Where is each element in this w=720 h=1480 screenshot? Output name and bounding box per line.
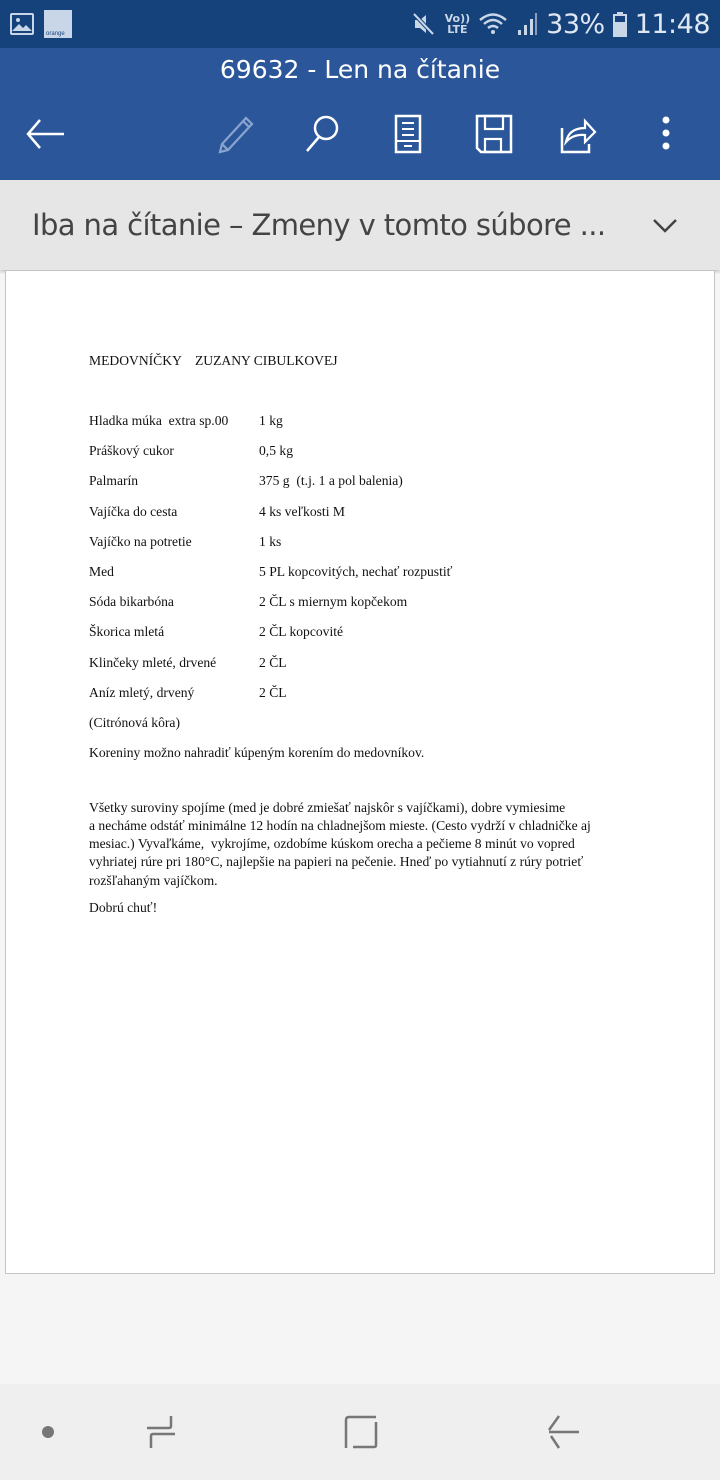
ingredient-name: Palmarín — [89, 473, 139, 489]
ingredient-list — [89, 413, 639, 775]
ingredient-name: Práškový cukor — [89, 443, 174, 459]
spice-note: Koreniny možno nahradiť kúpeným korením do medovníkov. — [89, 744, 425, 760]
signal-icon — [516, 12, 538, 36]
closing-text: Dobrú chuť! — [89, 899, 158, 915]
ingredient-name: Aníz mletý, drvený — [89, 684, 195, 700]
share-icon — [559, 114, 601, 154]
back-button[interactable] — [16, 104, 76, 164]
pencil-icon — [216, 114, 256, 154]
instructions-line: rozšľahaným vajíčkom. — [89, 872, 218, 888]
document-title: 69632 - Len na čítanie — [219, 55, 501, 84]
ingredient-name: Vajíčka do cesta — [89, 503, 178, 519]
recipe-heading: MEDOVNÍČKY ZUZANY CIBULKOVEJ — [89, 353, 338, 368]
ingredient-name: Klinčeky mleté, drvené — [89, 654, 217, 670]
ingredient-amount: 5 PL kopcovitých, nechať rozpustiť — [259, 563, 453, 579]
ingredient-amount: 1 ks — [259, 533, 282, 549]
back-arrow-icon — [26, 117, 66, 151]
app-bar — [0, 48, 720, 180]
ingredient-row — [89, 624, 639, 654]
nav-dot-button[interactable] — [28, 1412, 68, 1452]
home-button[interactable] — [342, 1412, 382, 1452]
more-options-button[interactable] — [636, 104, 696, 164]
ingredient-name: Hladka múka extra sp.00 — [89, 413, 229, 428]
instructions-paragraph — [89, 799, 629, 890]
ingredient-row — [89, 655, 639, 685]
nav-back-button[interactable] — [543, 1412, 583, 1452]
ingredient-row — [89, 504, 639, 534]
ingredient-name: Škorica mletá — [89, 624, 165, 640]
ingredient-row — [89, 564, 639, 594]
ingredient-row — [89, 685, 639, 715]
instructions-line: Všetky suroviny spojíme (med je dobré zmiešať najskôr s vajíčkami), dobre vymiesime — [89, 799, 566, 815]
more-vertical-icon — [660, 114, 672, 154]
clock: 11:48 — [634, 8, 710, 40]
wifi-icon — [478, 11, 508, 37]
ingredient-row — [89, 413, 639, 443]
ingredient-amount: 2 ČL s miernym kopčekom — [259, 594, 408, 610]
home-icon — [342, 1412, 382, 1452]
status-bar — [0, 0, 720, 48]
instructions-line: mesiac.) Vyvaľkáme, vykrojíme, ozdobíme kúskom orecha a pečieme 8 minút vo vopred — [89, 836, 575, 852]
edit-button[interactable] — [206, 104, 266, 164]
ingredient-row — [89, 473, 639, 503]
ingredient-amount: 4 ks veľkosti M — [259, 503, 345, 519]
read-only-banner[interactable] — [0, 180, 720, 270]
ingredient-name: Sóda bikarbóna — [89, 594, 174, 610]
ingredient-name: Vajíčko na potretie — [89, 533, 192, 549]
document-body — [89, 353, 639, 916]
mute-icon — [411, 11, 437, 37]
ingredient-amount: 0,5 kg — [259, 443, 293, 459]
ingredient-row — [89, 594, 639, 624]
document-page[interactable] — [5, 270, 715, 1274]
ingredient-row — [89, 534, 639, 564]
share-button[interactable] — [550, 104, 610, 164]
mobile-view-icon — [393, 114, 423, 154]
read-only-message: Iba na čítanie – Zmeny v tomto súbore ... — [32, 208, 606, 242]
chevron-down-icon[interactable] — [650, 210, 680, 240]
save-button[interactable] — [464, 104, 524, 164]
instructions-line: a necháme odstáť minimálne 12 hodín na chladnejšom mieste. (Cesto vydrží v chladničke aj — [89, 818, 591, 834]
battery-icon — [613, 11, 627, 37]
ingredient-amount: 1 kg — [259, 413, 283, 428]
recents-icon — [141, 1412, 181, 1452]
ingredient-amount: 2 ČL — [259, 684, 287, 700]
search-button[interactable] — [292, 104, 352, 164]
orange-logo: orange — [44, 10, 72, 38]
dot-icon — [28, 1412, 68, 1452]
gallery-icon — [10, 13, 34, 35]
recents-button[interactable] — [141, 1412, 181, 1452]
ingredient-name: Med — [89, 563, 114, 579]
instructions-line: vyhriatej rúre pri 180°C, najlepšie na papieri na pečenie. Hneď po vytiahnutí z rúry potrieť — [89, 854, 584, 870]
mobile-view-button[interactable] — [378, 104, 438, 164]
optional-ingredient: (Citrónová kôra) — [89, 714, 180, 730]
ingredient-amount: 375 g (t.j. 1 a pol balenia) — [259, 473, 403, 489]
save-icon — [474, 114, 514, 154]
battery-percent: 33% — [546, 8, 605, 40]
ingredient-amount: 2 ČL — [259, 654, 287, 670]
volte-icon: Vo)) LTE — [444, 12, 471, 36]
search-icon — [302, 114, 342, 154]
ingredient-row — [89, 443, 639, 473]
nav-back-icon — [543, 1412, 583, 1452]
system-nav-bar — [0, 1384, 720, 1480]
ingredient-amount: 2 ČL kopcovité — [259, 624, 344, 640]
